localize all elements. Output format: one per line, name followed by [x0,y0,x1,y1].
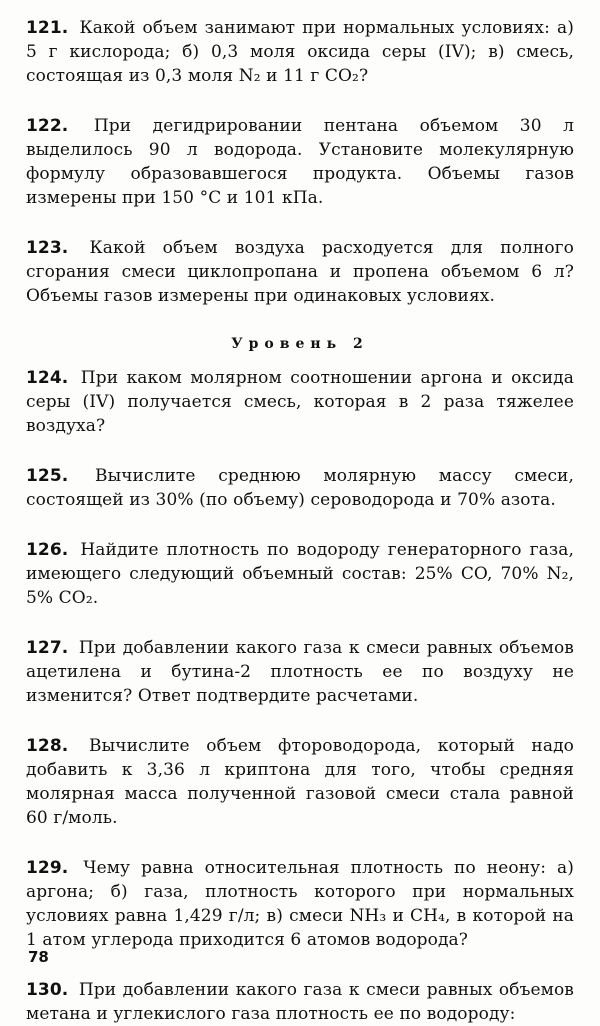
page-number: 78 [28,948,49,966]
problem-number: 130. [26,980,69,1000]
problem-number: 124. [26,368,69,388]
problem-text: При дегидрировании пентана объемом 30 л выделилось 90 л водорода. Установите молекулярную формулу образовавшегося продукта. Объемы газов измерены при 150 °С и 101 кПа. [26,116,574,208]
problem-text: При добавлении какого газа к смеси равных объемов метана и углекислого газа плотность ее по водороду: [26,980,574,1024]
problem-number: 127. [26,638,69,658]
problem-text: Вычислите среднюю молярную массу смеси, состоящей из 30% (по объему) сероводорода и 70% азота. [26,466,574,510]
problem-text: Найдите плотность по водороду генераторного газа, имеющего следующий объемный состав: 25% CO, 70% N₂, 5% CO₂. [26,540,574,608]
problem-text: При каком молярном соотношении аргона и оксида серы (IV) получается смесь, которая в 2 раза тяжелее воздуха? [26,368,574,436]
problem-number: 129. [26,858,69,878]
problem-text: Какой объем занимают при нормальных условиях: а) 5 г кислорода; б) 0,3 моля оксида серы (IV); в) смесь, состоящая из 0,3 моля N₂ и 11 г CO₂? [26,18,574,86]
problem-122 [26,114,574,210]
problem-number: 123. [26,238,69,258]
problem-130 [26,978,574,1026]
problem-text: При добавлении какого газа к смеси равных объемов ацетилена и бутина-2 плотность ее по воздуху не изменится? Ответ подтвердите расчетами. [26,638,574,706]
problem-121 [26,16,574,88]
problem-124 [26,366,574,438]
problem-128 [26,734,574,830]
problem-125 [26,464,574,512]
problem-number: 122. [26,116,69,136]
problem-127 [26,636,574,708]
problem-number: 125. [26,466,69,486]
problem-number: 121. [26,18,69,38]
level-heading: Уровень 2 [231,336,369,352]
problem-text: Чему равна относительная плотность по неону: а) аргона; б) газа, плотность которого при нормальных условиях равна 1,429 г/л; в) смеси NH₃ и CH₄, в которой на 1 атом углерода приходится 6 атомов водорода? [26,858,574,950]
problem-text: Какой объем воздуха расходуется для полного сгорания смеси циклопропана и пропена объемом 6 л? Объемы газов измерены при одинаковых условиях. [26,238,574,306]
problem-number: 126. [26,540,69,560]
problem-129 [26,856,574,952]
problem-123 [26,236,574,308]
problem-number: 128. [26,736,69,756]
problem-text: Вычислите объем фтороводорода, который надо добавить к 3,36 л криптона для того, чтобы средняя молярная масса полученной газовой смеси стала равной 60 г/моль. [26,736,574,828]
problem-126 [26,538,574,610]
